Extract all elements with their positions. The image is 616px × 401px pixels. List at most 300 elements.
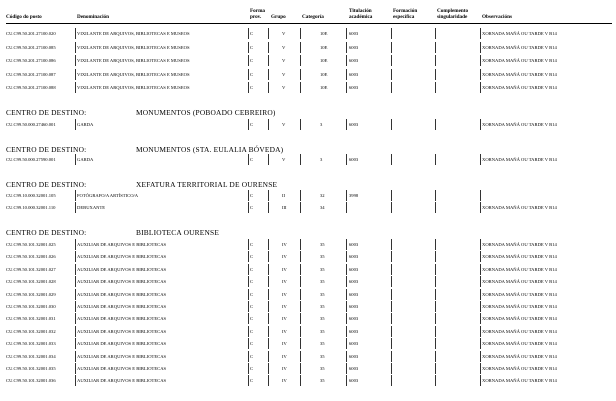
cell-divider [391,351,392,362]
cell-divider [268,264,269,275]
cell-observacions: XORNADA MAÑÁ OU TARDE V B14 [482,366,557,371]
cell-divider [435,202,436,213]
cell-grupo: IV [282,316,287,322]
cell-divider [300,251,301,262]
table-row [0,350,616,363]
cell-observacions: XORNADA MAÑÁ OU TARDE V B14 [482,254,557,260]
cell-grupo: IV [282,341,287,347]
cell-divider [346,338,347,349]
cell-denominacion: GARDA [77,157,94,162]
cell-titulacion: 6003 [349,85,359,90]
cell-divider [248,69,249,80]
section-heading [6,180,278,189]
cell-divider [300,55,301,66]
cell-divider [480,289,481,300]
cell-grupo: IV [282,366,287,371]
cell-divider [346,82,347,93]
cell-divider [480,338,481,349]
cell-divider [248,28,249,39]
cell-titulacion: 6003 [349,291,359,297]
cell-divider [248,154,249,165]
table-row [0,201,616,214]
cell-observacions: XORNADA MAÑÁ OU TARDE V B14 [482,316,557,322]
cell-divider [268,326,269,337]
cell-divider [268,119,269,130]
cell-divider [300,338,301,349]
cell-divider [346,28,347,39]
cell-titulacion: 6003 [349,44,359,50]
cell-forma: C [250,157,254,162]
cell-forma: C [250,85,254,90]
cell-divider [391,251,392,262]
cell-divider [346,289,347,300]
cell-divider [391,202,392,213]
cell-divider [435,82,436,93]
cell-divider [480,375,481,386]
cell-categoria: 10E [320,71,328,77]
cell-divider [248,251,249,262]
cell-observacions: XORNADA MAÑÁ OU TARDE V B14 [482,31,557,36]
cell-grupo: III [282,205,287,211]
cell-divider [300,119,301,130]
cell-titulacion: 6003 [349,353,359,359]
cell-grupo: V [282,31,286,36]
cell-codigo: CU.C99.50.101.32001.029 [6,291,56,297]
table-row [0,118,616,131]
cell-titulacion: 6003 [349,31,359,36]
cell-divider [268,82,269,93]
cell-divider [435,28,436,39]
cell-divider [435,375,436,386]
cell-forma: C [250,254,254,260]
cell-codigo: CU.C99.50.101.32001.030 [6,304,56,309]
cell-divider [435,251,436,262]
cell-divider [435,363,436,374]
table-row [0,275,616,288]
cell-divider [268,276,269,287]
cell-denominacion: VIXILANTE DE ARQUIVOS, BIBLIOTECAS E MUSEOS [77,71,190,77]
cell-divider [268,338,269,349]
table-row [0,288,616,301]
cell-divider [300,276,301,287]
table-row [0,27,616,40]
cell-divider [391,28,392,39]
cell-divider [75,351,76,362]
cell-observacions: XORNADA MAÑÁ OU TARDE V B14 [482,122,557,127]
cell-categoria: 10E [320,31,328,36]
cell-divider [75,375,76,386]
cell-categoria: 3 [320,157,323,162]
cell-observacions: XORNADA MAÑÁ OU TARDE V B14 [482,266,557,272]
cell-divider [391,338,392,349]
cell-divider [480,351,481,362]
cell-codigo: CU.C99.50.000.27460.001 [6,122,56,127]
table-row [0,68,616,81]
cell-codigo: CU.C99.50.101.32001.025 [6,242,56,247]
cell-divider [346,119,347,130]
cell-divider [480,326,481,337]
cell-divider [300,154,301,165]
section-label: CENTRO DE DESTINO: [6,145,87,154]
section-label: CENTRO DE DESTINO: [6,108,87,117]
cell-divider [346,375,347,386]
cell-divider [480,55,481,66]
cell-grupo: V [282,122,286,127]
cell-forma: C [250,279,254,285]
cell-grupo: V [282,71,286,77]
cell-divider [75,276,76,287]
cell-grupo: II [282,193,286,198]
cell-divider [75,55,76,66]
cell-titulacion: 6003 [349,71,359,77]
section-label: CENTRO DE DESTINO: [6,228,87,237]
cell-codigo: CU.C99.50.101.32001.026 [6,254,56,260]
cell-divider [391,363,392,374]
cell-categoria: 35 [320,378,325,384]
cell-divider [268,375,269,386]
cell-divider [346,313,347,324]
cell-titulacion: 6003 [349,279,359,285]
col-forma-header-2: prov. [250,14,262,20]
cell-forma: C [250,353,254,359]
cell-divider [480,239,481,250]
cell-categoria: 35 [320,242,325,247]
cell-divider [268,42,269,53]
cell-codigo: CU.C99.50.101.32001.035 [6,366,56,371]
table-row [0,189,616,202]
cell-forma: C [250,328,254,334]
cell-divider [248,338,249,349]
cell-divider [346,326,347,337]
cell-forma: C [250,316,254,322]
cell-titulacion: 6003 [349,366,359,371]
cell-titulacion: 6003 [349,58,359,63]
cell-divider [75,289,76,300]
cell-divider [75,69,76,80]
cell-observacions: XORNADA MAÑÁ OU TARDE V B14 [482,353,557,359]
cell-divider [268,154,269,165]
cell-denominacion: AUXILIAR DE ARQUIVOS E BIBLIOTECAS [77,316,167,322]
cell-divider [480,190,481,201]
cell-divider [480,251,481,262]
cell-codigo: CU.C99.50.101.32001.031 [6,316,56,322]
cell-denominacion: VIXILANTE DE ARQUIVOS, BIBLIOTECAS E MUSEOS [77,85,190,90]
table-row [0,153,616,166]
cell-observacions: XORNADA MAÑÁ OU TARDE V B14 [482,157,557,162]
cell-observacions: XORNADA MAÑÁ OU TARDE V B14 [482,58,557,63]
cell-divider [248,42,249,53]
section-name: MONUMENTOS (STA. EULALIA BÓVEDA) [136,145,284,154]
cell-grupo: IV [282,378,287,384]
cell-divider [300,375,301,386]
cell-titulacion: 6003 [349,254,359,260]
cell-codigo: CU.C99.50.101.32001.028 [6,279,56,285]
col-titulacion-header-1: Titulación [349,8,372,14]
cell-forma: C [250,193,254,198]
cell-forma: C [250,71,254,77]
col-forma-header-1: Forma [250,8,265,14]
cell-forma: C [250,205,254,211]
cell-divider [435,154,436,165]
cell-divider [480,82,481,93]
cell-divider [391,375,392,386]
cell-divider [435,276,436,287]
cell-divider [75,154,76,165]
cell-divider [75,82,76,93]
cell-divider [248,313,249,324]
cell-divider [391,289,392,300]
cell-divider [248,289,249,300]
cell-divider [480,301,481,312]
cell-denominacion: VIXILANTE DE ARQUIVOS, BIBLIOTECAS E MUSEOS [77,44,190,50]
cell-divider [346,190,347,201]
cell-divider [248,239,249,250]
cell-titulacion: 6003 [349,316,359,322]
cell-divider [248,264,249,275]
cell-codigo: CU.C99.50.101.32001.032 [6,328,56,334]
cell-divider [346,351,347,362]
cell-divider [75,119,76,130]
cell-denominacion: GARDA [77,122,94,127]
cell-divider [300,82,301,93]
cell-divider [268,363,269,374]
cell-divider [346,42,347,53]
cell-titulacion: 6003 [349,341,359,347]
cell-codigo: CU.C99.10.000.32001.110 [6,205,56,211]
cell-divider [435,301,436,312]
col-observacions-header: Observacións [482,14,512,20]
cell-divider [248,363,249,374]
cell-divider [391,301,392,312]
cell-divider [435,326,436,337]
cell-divider [268,301,269,312]
cell-divider [300,190,301,201]
cell-categoria: 35 [320,266,325,272]
cell-divider [300,363,301,374]
col-formacion-header-1: Formación [393,8,418,14]
cell-divider [75,363,76,374]
cell-divider [300,351,301,362]
cell-grupo: V [282,58,286,63]
cell-divider [248,202,249,213]
cell-divider [346,69,347,80]
section-heading [6,108,276,117]
table-row [0,374,616,387]
cell-observacions: XORNADA MAÑÁ OU TARDE V B14 [482,205,557,211]
cell-divider [75,28,76,39]
cell-categoria: 35 [320,304,325,309]
cell-divider [268,251,269,262]
cell-divider [391,69,392,80]
col-grupo-header: Grupo [271,14,286,20]
cell-grupo: IV [282,353,287,359]
cell-codigo: CU.C99.50.201.27100.088 [6,85,56,90]
cell-categoria: 35 [320,341,325,347]
cell-divider [480,119,481,130]
cell-categoria: 35 [320,279,325,285]
cell-divider [248,351,249,362]
cell-divider [346,154,347,165]
cell-divider [435,119,436,130]
cell-categoria: 35 [320,316,325,322]
table-row [0,54,616,67]
cell-divider [435,351,436,362]
cell-divider [268,313,269,324]
cell-divider [300,301,301,312]
table-row [0,362,616,375]
cell-observacions: XORNADA MAÑÁ OU TARDE V B14 [482,328,557,334]
cell-codigo: CU.C99.50.201.27100.020 [6,31,56,36]
cell-titulacion: 6003 [349,304,359,309]
cell-grupo: V [282,85,286,90]
cell-denominacion: DEBUXANTE [77,205,106,211]
cell-categoria: 34 [320,205,325,211]
cell-divider [268,190,269,201]
cell-divider [391,82,392,93]
col-denominacion-header: Denominación [77,14,109,20]
cell-divider [268,69,269,80]
col-titulacion-header-2: académica [349,14,373,20]
cell-divider [248,326,249,337]
cell-titulacion: 3998 [349,193,359,198]
cell-divider [300,202,301,213]
cell-divider [480,313,481,324]
table-row [0,312,616,325]
cell-grupo: IV [282,304,287,309]
cell-divider [300,264,301,275]
cell-forma: C [250,304,254,309]
cell-divider [300,69,301,80]
cell-divider [480,154,481,165]
cell-codigo: CU.C99.50.201.27100.086 [6,58,56,63]
cell-divider [248,55,249,66]
col-formacion-header-2: específica [393,14,415,20]
cell-forma: C [250,44,254,50]
cell-categoria: 32 [320,193,325,198]
cell-divider [480,42,481,53]
cell-forma: C [250,341,254,347]
cell-categoria: 10E [320,44,328,50]
cell-divider [346,55,347,66]
header-rule [6,23,612,24]
col-complemento-header-1: Complemento [437,8,469,14]
cell-codigo: CU.C99.50.101.32001.034 [6,353,56,359]
cell-divider [346,276,347,287]
cell-categoria: 3 [320,122,323,127]
cell-divider [75,301,76,312]
cell-divider [435,313,436,324]
section-label: CENTRO DE DESTINO: [6,180,87,189]
table-row [0,250,616,263]
cell-divider [300,313,301,324]
cell-divider [75,264,76,275]
section-name: XEFATURA TERRITORIAL DE OURENSE [136,180,278,189]
cell-divider [268,28,269,39]
cell-grupo: IV [282,254,287,260]
cell-divider [346,251,347,262]
cell-divider [75,42,76,53]
cell-divider [346,202,347,213]
cell-divider [435,264,436,275]
cell-titulacion: 6003 [349,378,359,384]
cell-denominacion: FOTÓGRAFO/A ARTÍSTICO/A [77,193,139,198]
cell-forma: C [250,266,254,272]
cell-divider [480,69,481,80]
cell-divider [435,338,436,349]
cell-forma: C [250,122,254,127]
col-categoria-header: Categoría [302,14,324,20]
cell-divider [391,154,392,165]
cell-titulacion: 6003 [349,266,359,272]
col-complemento-header-2: singularidade [437,14,468,20]
cell-denominacion: AUXILIAR DE ARQUIVOS E BIBLIOTECAS [77,242,167,247]
table-row [0,41,616,54]
cell-divider [480,202,481,213]
cell-divider [435,239,436,250]
cell-grupo: IV [282,242,287,247]
col-codigo-header: Código do posto [6,14,42,20]
cell-grupo: IV [282,328,287,334]
cell-divider [480,363,481,374]
cell-divider [435,42,436,53]
cell-divider [391,239,392,250]
cell-categoria: 35 [320,353,325,359]
cell-forma: C [250,58,254,63]
cell-observacions: XORNADA MAÑÁ OU TARDE V B14 [482,44,557,50]
cell-divider [346,264,347,275]
cell-forma: C [250,378,254,384]
cell-divider [300,42,301,53]
cell-divider [391,55,392,66]
cell-observacions: XORNADA MAÑÁ OU TARDE V B14 [482,378,557,384]
cell-divider [248,375,249,386]
cell-observacions: XORNADA MAÑÁ OU TARDE V B14 [482,279,557,285]
cell-grupo: IV [282,279,287,285]
cell-grupo: IV [282,266,287,272]
cell-titulacion: 6003 [349,242,359,247]
section-name: BIBLIOTECA OURENSE [136,228,220,237]
cell-denominacion: VIXILANTE DE ARQUIVOS, BIBLIOTECAS E MUSEOS [77,58,190,63]
cell-divider [268,202,269,213]
cell-divider [346,363,347,374]
cell-observacions: XORNADA MAÑÁ OU TARDE V B14 [482,304,557,309]
cell-divider [75,202,76,213]
cell-divider [300,28,301,39]
cell-divider [435,55,436,66]
cell-codigo: CU.C99.50.201.27100.087 [6,71,56,77]
cell-denominacion: AUXILIAR DE ARQUIVOS E BIBLIOTECAS [77,291,167,297]
cell-divider [391,313,392,324]
cell-denominacion: AUXILIAR DE ARQUIVOS E BIBLIOTECAS [77,366,167,371]
cell-divider [248,276,249,287]
cell-denominacion: AUXILIAR DE ARQUIVOS E BIBLIOTECAS [77,304,167,309]
table-row [0,263,616,276]
cell-divider [480,276,481,287]
cell-divider [391,119,392,130]
cell-denominacion: AUXILIAR DE ARQUIVOS E BIBLIOTECAS [77,328,167,334]
cell-codigo: CU.C99.10.000.32001.105 [6,193,56,198]
section-name: MONUMENTOS (POBOADO CEBREIRO) [136,108,276,117]
cell-observacions: XORNADA MAÑÁ OU TARDE V B14 [482,71,557,77]
cell-divider [435,190,436,201]
cell-divider [480,264,481,275]
table-row [0,300,616,313]
cell-observacions: XORNADA MAÑÁ OU TARDE V B14 [482,291,557,297]
cell-denominacion: AUXILIAR DE ARQUIVOS E BIBLIOTECAS [77,353,167,359]
cell-divider [391,190,392,201]
cell-forma: C [250,31,254,36]
cell-denominacion: VIXILANTE DE ARQUIVOS, BIBLIOTECAS E MUSEOS [77,31,190,36]
